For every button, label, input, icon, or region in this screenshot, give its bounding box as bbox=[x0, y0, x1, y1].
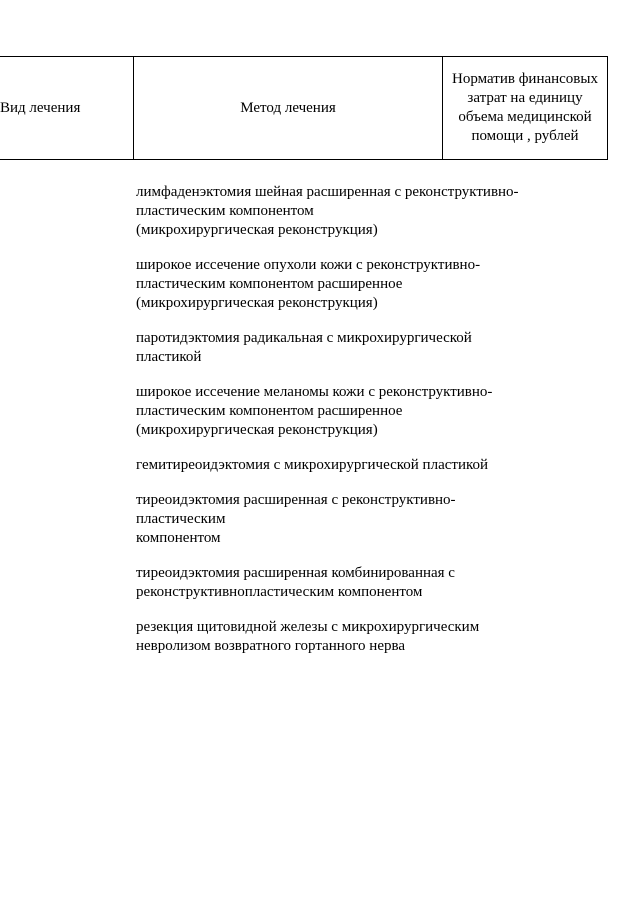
method-item: лимфаденэктомия шейная расширенная с реконструктивно- пластическим компонентом (микрохирургическая реконструкция) bbox=[136, 184, 519, 238]
column-header-type bbox=[0, 57, 133, 159]
column-header-type-label: Вид лечения bbox=[0, 99, 81, 116]
method-item: гемитиреоидэктомия с микрохирургической пластикой bbox=[136, 457, 489, 473]
method-item: тиреоидэктомия расширенная с реконструктивно- пластическим компонентом bbox=[136, 492, 456, 546]
column-header-norm bbox=[442, 57, 608, 159]
method-item: широкое иссечение опухоли кожи с реконструктивно- пластическим компонентом расширенное (микрохирургическая реконструкция) bbox=[136, 257, 481, 311]
column-header-method-label: Метод лечения bbox=[240, 99, 336, 116]
method-item: широкое иссечение меланомы кожи с реконструктивно- пластическим компонентом расширенное (микрохирургическая реконструкция) bbox=[136, 384, 493, 438]
method-item: резекция щитовидной железы с микрохирургическим невролизом возвратного гортанного нерва bbox=[136, 619, 480, 654]
method-list bbox=[136, 183, 606, 672]
method-item: тиреоидэктомия расширенная комбинированная с реконструктивнопластическим компонентом bbox=[136, 565, 455, 600]
column-header-method bbox=[133, 57, 442, 159]
column-header-norm-label: Норматив финансовых затрат на единицу объема медицинской помощи , рублей bbox=[452, 71, 598, 144]
table-header bbox=[0, 56, 608, 160]
method-item: паротидэктомия радикальная с микрохирургической пластикой bbox=[136, 330, 472, 365]
